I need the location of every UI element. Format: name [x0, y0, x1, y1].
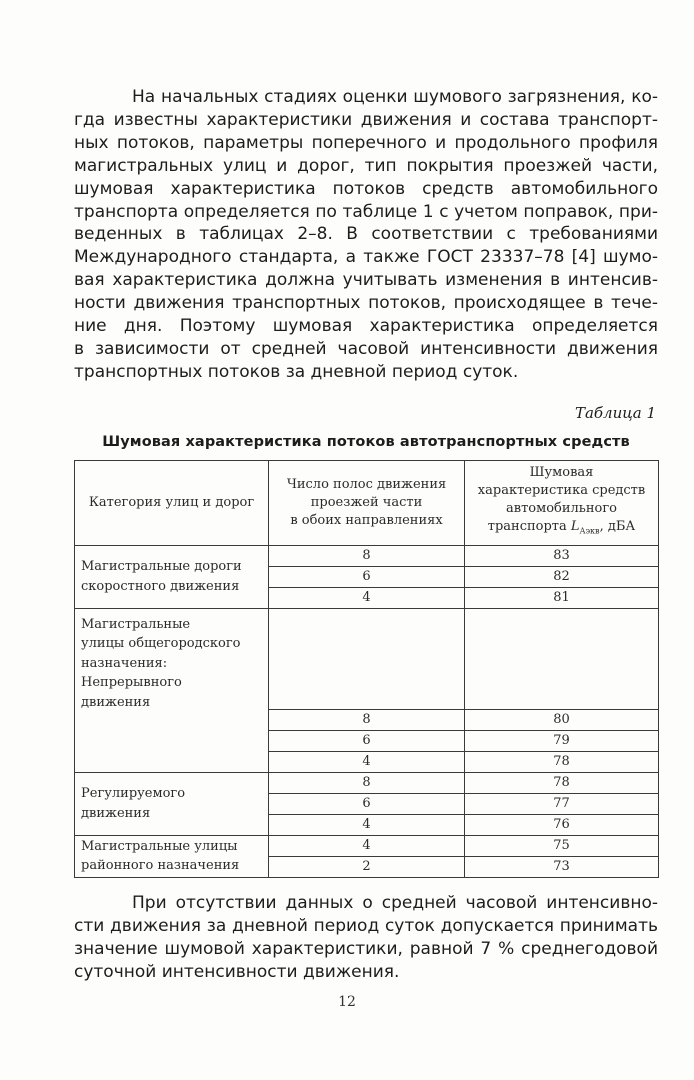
noise-cell: 80 — [465, 709, 659, 730]
paragraph-intro-line: шумовая характеристика потоков средств автомобильного — [74, 178, 658, 199]
paragraph-intro-line: гда известны характеристики движения и состава транспорт- — [74, 109, 658, 130]
paragraph-intro-line: в зависимости от средней часовой интенсивности движения — [74, 338, 658, 359]
header-lanes-line: Число полос движения — [286, 476, 447, 492]
paragraph-intro-line: ности движения транспортных потоков, происходящее в тече- — [74, 293, 658, 314]
category-cell — [75, 608, 269, 772]
category-cell — [75, 545, 269, 608]
header-category: Категория улиц и дорог — [75, 460, 269, 545]
paragraph-note-line: При отсутствии данных о средней часовой интенсивно- — [132, 892, 658, 913]
header-lanes — [269, 460, 465, 545]
table-label: Таблица 1 — [574, 403, 656, 422]
noise-cell: 77 — [465, 793, 659, 814]
paragraph-intro-line: Международного стандарта, а также ГОСТ 23337–78 [4] шумо- — [74, 247, 658, 268]
category-line: движения — [81, 694, 151, 710]
lanes-cell: 4 — [269, 835, 465, 856]
table-row — [75, 835, 659, 856]
paragraph-intro-line: ние дня. Поэтому шумовая характеристика определяется — [74, 316, 658, 337]
category-line: Магистральные улицы — [81, 838, 238, 854]
noise-cell — [465, 608, 659, 709]
paragraph-note-line: суточной интенсивности движения. — [74, 961, 400, 982]
category-line: назначения: — [81, 655, 168, 671]
paragraph-note — [74, 892, 658, 984]
paragraph-intro-line: На начальных стадиях оценки шумового загрязнения, ко- — [132, 87, 658, 107]
category-line: Магистральные — [81, 616, 191, 632]
category-line: районного назначения — [81, 858, 240, 874]
paragraph-intro-line: магистральных улиц и дорог, тип покрытия проезжей части, — [74, 155, 658, 176]
lanes-cell: 8 — [269, 545, 465, 566]
table-title: Шумовая характеристика потоков автотранспортных средств — [102, 433, 630, 450]
lanes-cell: 8 — [269, 772, 465, 793]
paragraph-intro-line: вая характеристика должна учитывать изменения в интенсив- — [74, 270, 658, 291]
table-row — [75, 608, 659, 709]
lanes-cell: 4 — [269, 587, 465, 608]
lanes-cell: 8 — [269, 709, 465, 730]
table-row — [75, 545, 659, 566]
noise-cell: 73 — [465, 856, 659, 877]
paragraph-note-line: значение шумовой характеристики, равной 7 % среднегодовой — [74, 938, 658, 959]
category-line: скоростного движения — [81, 578, 240, 594]
noise-cell: 82 — [465, 566, 659, 587]
noise-unit: , дБА — [599, 519, 636, 535]
category-line: Непрерывного — [81, 675, 182, 691]
paragraph-intro-line: веденных в таблицах 2–8. В соответствии с требованиями — [74, 224, 658, 245]
table-header-row — [75, 460, 659, 545]
lanes-cell: 6 — [269, 793, 465, 814]
page-number: 12 — [338, 994, 356, 1010]
paragraph-note-line: сти движения за дневной период суток допускается принимать — [74, 915, 658, 936]
category-line: улицы общегородского — [81, 636, 241, 652]
noise-cell: 79 — [465, 730, 659, 751]
header-noise-line: характеристика средств — [477, 483, 646, 499]
noise-cell: 76 — [465, 814, 659, 835]
category-line: Регулируемого — [81, 786, 186, 802]
lanes-cell: 4 — [269, 751, 465, 772]
lanes-cell: 6 — [269, 566, 465, 587]
paragraph-intro-line: транспорта определяется по таблице 1 с учетом поправок, при- — [74, 201, 658, 222]
noise-cell: 81 — [465, 587, 659, 608]
header-lanes-line: проезжей части — [310, 494, 423, 510]
header-noise — [465, 460, 659, 545]
noise-symbol: L — [570, 519, 580, 535]
paragraph-intro-line: ных потоков, параметры поперечного и продольного профиля — [74, 132, 658, 153]
header-noise-line: автомобильного — [506, 501, 617, 517]
header-lanes-line: в обоих направлениях — [290, 512, 443, 528]
header-noise-line: Шумовая — [529, 465, 594, 481]
noise-cell: 78 — [465, 751, 659, 772]
noise-cell: 78 — [465, 772, 659, 793]
paragraph-intro-line: транспортных потоков за дневной период суток. — [74, 361, 519, 382]
header-noise-line: транспорта — [487, 519, 571, 535]
noise-cell: 83 — [465, 545, 659, 566]
lanes-cell: 6 — [269, 730, 465, 751]
lanes-cell — [269, 608, 465, 709]
noise-cell: 75 — [465, 835, 659, 856]
category-line: Магистральные дороги — [81, 559, 242, 575]
noise-characteristics-table — [74, 460, 659, 878]
category-cell — [75, 835, 269, 877]
page-body — [74, 86, 658, 983]
category-cell — [75, 772, 269, 835]
category-line: движения — [81, 805, 151, 821]
paragraph-intro — [74, 86, 658, 384]
lanes-cell: 2 — [269, 856, 465, 877]
lanes-cell: 4 — [269, 814, 465, 835]
noise-symbol-subscript: Аэкв — [579, 527, 600, 537]
table-row — [75, 772, 659, 793]
